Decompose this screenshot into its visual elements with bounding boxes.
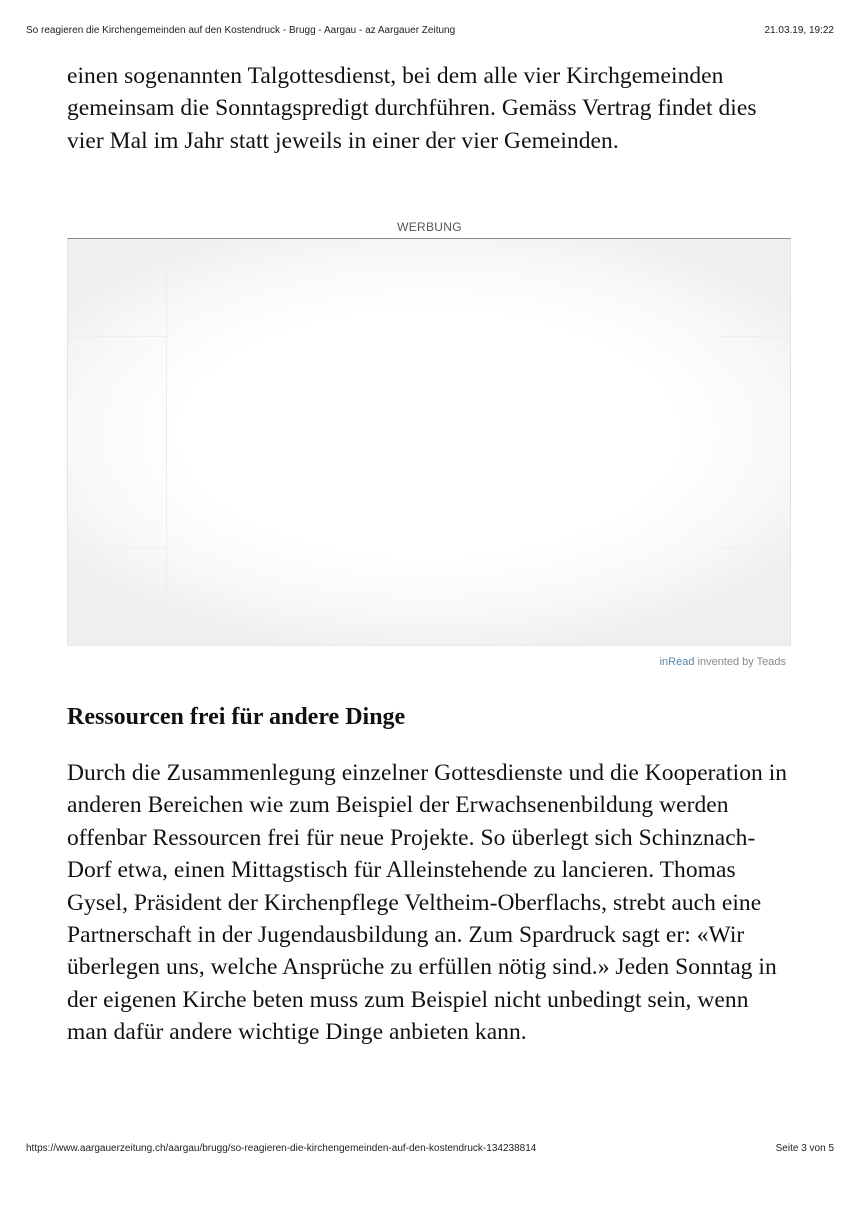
ad-divider-top-left [68,336,166,337]
print-footer-page: Seite 3 von 5 [775,1143,834,1154]
print-header [26,25,834,36]
print-footer-url: https://www.aargauerzeitung.ch/aargau/brugg/so-reagieren-die-kirchengemeinden-auf-den-kostendruck-134238814 [26,1143,537,1154]
print-footer [26,1143,834,1154]
article-subheading: Ressourcen frei für andere Dinge [67,704,406,730]
ad-video-placeholder[interactable] [67,238,791,646]
ad-divider-top-right [720,336,790,337]
article-paragraph-2: Durch die Zusammenlegung einzelner Gottesdienste und die Kooperation in anderen Bereichen wie zum Beispiel der Erwachsenenbildung werden offenbar Ressourcen frei für neue Projekte. So überlegt sich Schinznach-Dorf etwa, einen Mittagstisch für Alleinstehende zu lancieren. Thomas Gysel, Präsident der Kirchenpflege Veltheim-Oberflachs, strebt auch eine Partnerschaft in der Jugendausbildung an. Zum Spardruck sagt er: «Wir überlegen uns, welche Ansprüche zu erfüllen nötig sind.» Jeden Sonntag in der eigenen Kirche beten muss zum Beispiel nicht unbedingt sein, wenn man dafür andere wichtige Dinge anbieten kann. [67,760,788,1046]
ad-video-surface [68,239,790,645]
ad-label: WERBUNG [397,220,462,234]
ad-divider-left [166,239,167,645]
print-header-datetime: 21.03.19, 19:22 [764,25,834,36]
ad-credit-text: invented by Teads [694,656,786,668]
ad-credit[interactable] [660,656,786,668]
ad-credit-brand-link[interactable]: inRead [659,656,695,668]
ad-divider-bottom-right [720,548,790,549]
print-header-title: So reagieren die Kirchengemeinden auf den Kostendruck - Brugg - Aargau - az Aargauer Zeitung [26,25,456,36]
ad-divider-bottom-left [68,548,166,549]
article-paragraph-1: einen sogenannten Talgottesdienst, bei dem alle vier Kirchgemeinden gemeinsam die Sonntagspredigt durchführen. Gemäss Vertrag findet dies vier Mal im Jahr statt jeweils in einer der vier Gemeinden. [67,63,757,154]
